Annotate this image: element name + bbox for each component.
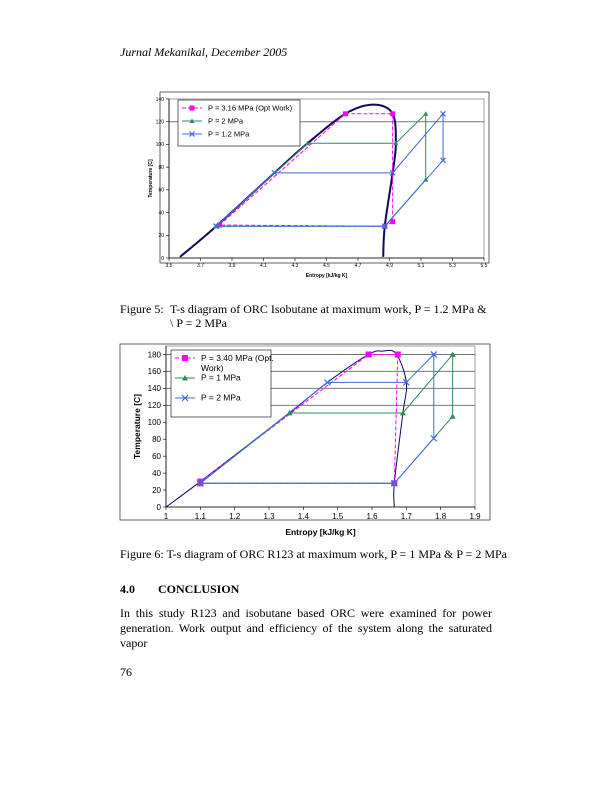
x-tick-label: 5.1 [417, 263, 425, 269]
figure6-caption: Figure 6: T-s diagram of ORC R123 at maximum work, P = 1 MPa & P = 2 MPa [120, 547, 507, 561]
legend-label: P = 2 MPa [201, 392, 241, 403]
legend-label: P = 3.40 MPa (Opt. [201, 353, 274, 363]
y-tick-label: 140 [155, 96, 164, 103]
x-axis-label: Entropy [kJ/kg K] [285, 527, 356, 537]
y-tick-label: 20 [158, 233, 164, 240]
page-number: 76 [120, 665, 132, 679]
y-tick-label: 140 [147, 384, 161, 394]
x-tick-label: 5.5 [480, 263, 488, 269]
section-title: CONCLUSION [158, 582, 240, 596]
y-tick-label: 120 [147, 401, 161, 411]
x-tick-label: 4.1 [260, 263, 267, 269]
figure5-text: T-s diagram of ORC Isobutane at maximum work, P = 1.2 MPa & \ P = 2 MPa [170, 302, 487, 330]
section-heading [120, 582, 239, 597]
figure5-number: Figure 5: [120, 302, 164, 316]
y-tick-label: 20 [152, 485, 161, 495]
x-tick-label: 1.3 [263, 512, 275, 521]
y-tick-label: 120 [155, 119, 164, 126]
body-paragraph: In this study R123 and isobutane based ORC were examined for power generation. Work output and efficiency of the system along the saturated vapor [120, 606, 492, 650]
x-tick-label: 1 [163, 512, 169, 521]
y-tick-label: 0 [161, 255, 164, 262]
y-axis-label: Temperature [C] [132, 393, 142, 460]
legend-label-cont: Work) [201, 363, 224, 373]
x-tick-label: 1.5 [332, 512, 344, 521]
y-tick-label: 80 [152, 435, 161, 445]
legend-label: P = 1 MPa [201, 372, 241, 383]
y-tick-label: 80 [158, 164, 164, 171]
x-tick-label: 4.9 [386, 263, 393, 269]
x-tick-label: 3.7 [197, 263, 204, 269]
x-tick-label: 4.5 [323, 263, 330, 269]
x-tick-label: 3.9 [228, 263, 236, 269]
y-axis-label: Temperature [C] [148, 159, 154, 198]
y-tick-label: 60 [158, 187, 164, 194]
y-tick-label: 40 [152, 468, 161, 478]
x-tick-label: 3.5 [165, 263, 173, 269]
x-tick-label: 1.8 [435, 512, 447, 521]
x-tick-label: 1.4 [297, 512, 309, 521]
y-tick-label: 100 [147, 418, 161, 428]
y-tick-label: 160 [147, 367, 161, 377]
x-tick-label: 5.3 [449, 263, 456, 269]
x-tick-label: 1.7 [400, 512, 412, 521]
data-point [366, 351, 372, 357]
legend-label: P = 3.16 MPa (Opt Work) [208, 103, 293, 113]
y-tick-label: 0 [156, 502, 161, 512]
y-tick-label: 180 [147, 350, 161, 360]
x-tick-label: 1.6 [366, 512, 378, 521]
x-tick-label: 1.1 [194, 512, 206, 521]
y-tick-label: 100 [155, 142, 164, 149]
legend-marker [182, 355, 188, 361]
section-number: 4.0 [120, 582, 135, 596]
running-header: Jurnal Mekanikal, December 2005 [120, 45, 288, 59]
x-tick-label: 4.7 [354, 263, 362, 269]
y-tick-label: 60 [152, 451, 161, 461]
legend-label: P = 2 MPa [208, 116, 244, 126]
x-tick-label: 4.3 [291, 263, 299, 269]
x-tick-label: 1.2 [229, 512, 241, 521]
legend-label: P = 1.2 MPa [208, 129, 250, 139]
x-axis-label: Entropy [kJ/kg K] [305, 273, 348, 279]
x-tick-label: 1.9 [469, 512, 481, 521]
y-tick-label: 40 [158, 210, 164, 217]
data-point [395, 351, 401, 357]
